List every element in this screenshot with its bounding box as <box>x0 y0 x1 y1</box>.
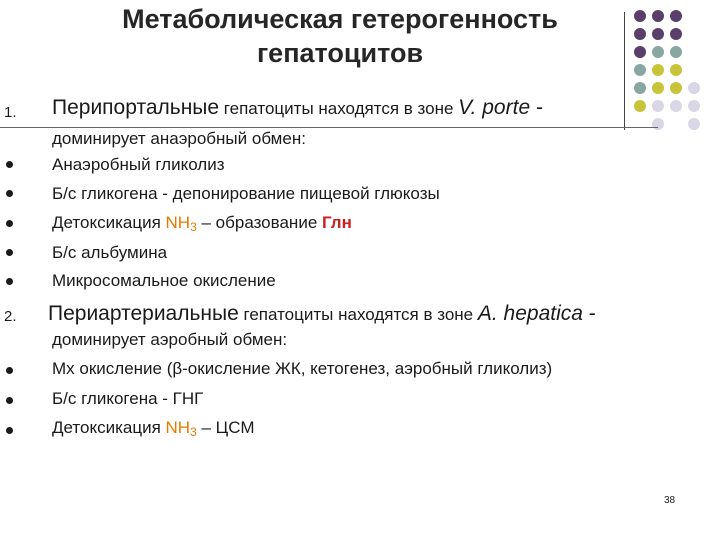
decorative-dot <box>652 100 664 112</box>
section-1-dash: - <box>530 96 543 119</box>
chem-subscript: 3 <box>190 220 197 234</box>
bullet-marker <box>6 367 13 374</box>
section-2-heading <box>48 302 596 328</box>
chem-subscript: 3 <box>190 425 197 439</box>
bullet-marker <box>6 220 13 227</box>
chemical-formula <box>166 418 197 437</box>
decorative-dot <box>670 46 682 58</box>
decorative-dot <box>670 82 682 94</box>
section-1-item: Анаэробный гликолиз <box>52 155 225 174</box>
section-1-item <box>52 212 352 238</box>
section-1-term: Перипортальные <box>52 96 220 119</box>
section-2-item: Мх окисление (β-окисление ЖК, кетогенез, аэробный гликолиз) <box>52 359 553 378</box>
decorative-dot <box>670 64 682 76</box>
item-text: – образование <box>196 213 322 232</box>
decorative-dot <box>652 118 664 130</box>
decorative-dot <box>634 46 646 58</box>
decorative-dot <box>670 10 682 22</box>
chem-symbol: NH <box>165 213 191 232</box>
chemical-formula <box>166 213 197 232</box>
section-2-phrase: гепатоциты находятся в зоне <box>238 305 478 324</box>
decorative-dot <box>634 82 646 94</box>
bullet-marker <box>6 397 13 404</box>
section-1-zone: V. porte <box>458 96 531 119</box>
bullet-marker <box>6 427 13 434</box>
title-line-2: гепатоцитов <box>256 38 424 68</box>
decorative-dot <box>634 28 646 40</box>
item-text: – ЦСМ <box>196 418 255 437</box>
decorative-dot <box>634 64 646 76</box>
decorative-dot <box>670 100 682 112</box>
section-1-number: 1. <box>4 104 17 121</box>
section-2-number: 2. <box>4 308 17 325</box>
page-number: 38 <box>664 495 676 506</box>
decorative-dot <box>670 28 682 40</box>
slide-title <box>60 2 620 70</box>
decorative-dot <box>652 10 664 22</box>
decorative-dot <box>652 64 664 76</box>
section-1-item: Микросомальное окисление <box>52 271 276 290</box>
decorative-dot <box>652 28 664 40</box>
bullet-marker <box>6 278 13 285</box>
section-2-zone: A. hepatica <box>477 302 583 325</box>
section-2-continuation: доминирует аэробный обмен: <box>52 330 288 349</box>
decorative-dot <box>634 100 646 112</box>
section-2-item <box>52 417 255 443</box>
bullet-marker <box>6 190 13 197</box>
decorative-vertical-line <box>624 12 625 130</box>
accent-term: Глн <box>322 213 352 232</box>
section-1-phrase: гепатоциты находятся в зоне <box>219 99 459 118</box>
chem-symbol: NH <box>165 418 191 437</box>
decorative-dot <box>652 82 664 94</box>
section-2-item: Б/с гликогена - ГНГ <box>52 389 204 408</box>
decorative-dot <box>688 82 700 94</box>
section-2-term: Периартериальные <box>48 302 239 325</box>
decorative-dot <box>688 100 700 112</box>
item-text: Детоксикация <box>52 418 166 437</box>
section-1-heading <box>52 96 543 122</box>
bullet-marker <box>6 161 13 168</box>
section-1-item: Б/с гликогена - депонирование пищевой глюкозы <box>52 184 440 203</box>
section-1-continuation: доминирует анаэробный обмен: <box>52 129 306 148</box>
bullet-marker <box>6 249 13 256</box>
decorative-dot <box>688 118 700 130</box>
title-line-1: Метаболическая гетерогенность <box>122 4 558 34</box>
decorative-dot <box>634 10 646 22</box>
section-1-item: Б/с альбумина <box>52 243 168 262</box>
item-text: Детоксикация <box>52 213 166 232</box>
section-2-dash: - <box>582 302 596 325</box>
decorative-dot <box>652 46 664 58</box>
